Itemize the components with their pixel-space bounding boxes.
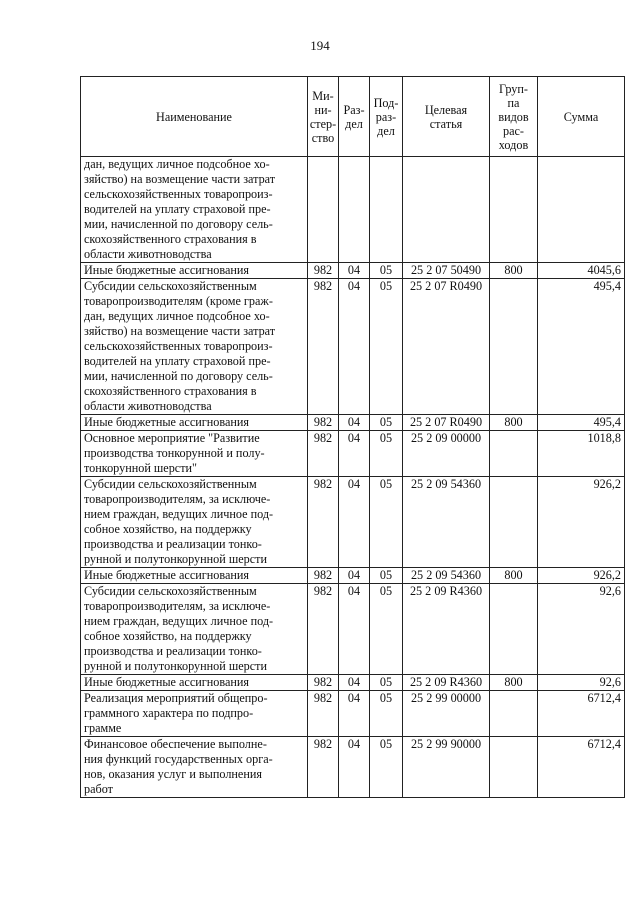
cell-target: 25 2 07 R0490 [403,279,490,415]
header-line: дел [377,123,395,138]
cell-subsection: 05 [370,691,403,737]
cell-section: 04 [339,477,370,568]
cell-section: 04 [339,691,370,737]
cell-target [403,157,490,263]
cell-ministry: 982 [308,279,339,415]
cell-name: Реализация мероприятий общепро- граммного характера по подпро- грамме [81,691,308,737]
header-target [403,77,490,157]
table-row [81,477,625,568]
header-line: Под- [373,95,399,110]
cell-subsection: 05 [370,279,403,415]
cell-subsection: 05 [370,584,403,675]
cell-amount: 495,4 [538,415,625,431]
cell-group [490,477,538,568]
cell-section: 04 [339,263,370,279]
header-line: ходов [498,137,529,152]
header-line: Груп- [499,81,528,96]
table-row [81,431,625,477]
cell-amount: 926,2 [538,568,625,584]
budget-table [80,76,625,798]
header-row [81,77,625,157]
header-line: стер- [309,116,337,131]
cell-ministry [308,157,339,263]
cell-name: Основное мероприятие "Развитие производства тонкорунной и полу- тонкорунной шерсти" [81,431,308,477]
cell-amount: 926,2 [538,477,625,568]
header-line: Раз- [343,102,365,117]
header-line: Целевая [424,102,468,117]
cell-target: 25 2 09 R4360 [403,584,490,675]
cell-group [490,157,538,263]
header-ministry [308,77,339,157]
cell-group: 800 [490,415,538,431]
cell-group [490,584,538,675]
cell-section [339,157,370,263]
header-line: видов [498,109,529,124]
header-line: ство [311,130,335,145]
header-group [490,77,538,157]
cell-subsection: 05 [370,263,403,279]
header-line: па [507,95,520,110]
cell-ministry: 982 [308,691,339,737]
cell-subsection: 05 [370,415,403,431]
header-line: ни- [314,102,332,117]
cell-name: Финансовое обеспечение выполне- ния функций государственных орга- нов, оказания услуг и выполнения работ [81,737,308,798]
cell-subsection: 05 [370,737,403,798]
cell-section: 04 [339,584,370,675]
cell-name: Иные бюджетные ассигнования [81,263,308,279]
page-number: 194 [310,38,330,53]
cell-subsection: 05 [370,477,403,568]
cell-target: 25 2 09 54360 [403,568,490,584]
cell-amount: 6712,4 [538,691,625,737]
cell-section: 04 [339,431,370,477]
cell-subsection: 05 [370,675,403,691]
cell-ministry: 982 [308,415,339,431]
header-line: рас- [503,123,524,138]
cell-target: 25 2 07 50490 [403,263,490,279]
cell-ministry: 982 [308,568,339,584]
cell-name: Иные бюджетные ассигнования [81,415,308,431]
cell-target: 25 2 99 00000 [403,691,490,737]
cell-name: Иные бюджетные ассигнования [81,675,308,691]
cell-amount: 92,6 [538,584,625,675]
cell-group: 800 [490,263,538,279]
table-row [81,691,625,737]
header-line: дел [345,116,363,131]
header-line: Ми- [312,88,334,103]
cell-section: 04 [339,737,370,798]
cell-group [490,737,538,798]
cell-target: 25 2 09 54360 [403,477,490,568]
cell-ministry: 982 [308,737,339,798]
cell-ministry: 982 [308,431,339,477]
cell-target: 25 2 07 R0490 [403,415,490,431]
cell-ministry: 982 [308,675,339,691]
cell-amount: 4045,6 [538,263,625,279]
header-name: Наименование [81,77,308,157]
cell-subsection: 05 [370,431,403,477]
cell-name: Субсидии сельскохозяйственным товаропроизводителям, за исключе- нием граждан, ведущих личное под- собное хозяйство, на поддержку производства и реализации тонко- рунной и полутонкорунной шерсти [81,477,308,568]
cell-subsection: 05 [370,568,403,584]
cell-target: 25 2 09 R4360 [403,675,490,691]
cell-group [490,431,538,477]
cell-name: Субсидии сельскохозяйственным товаропроизводителям (кроме граж- дан, ведущих личное подсобное хо- зяйство) на возмещение части затрат сельскохозяйственных товаропроиз- водителей на уплату страховой пре- мии, начисленной по договору сель- скохозяйственного страхования в области животноводства [81,279,308,415]
cell-name: Субсидии сельскохозяйственным товаропроизводителям, за исключе- нием граждан, ведущих личное под- собное хозяйство, на поддержку производства и реализации тонко- рунной и полутонкорунной шерсти [81,584,308,675]
header-subsection [370,77,403,157]
cell-name: дан, ведущих личное подсобное хо- зяйство) на возмещение части затрат сельскохозяйственных товаропроиз- водителей на уплату страховой пре- мии, начисленной по договору сель- скохозяйственного страхования в области животноводства [81,157,308,263]
table-row [81,568,625,584]
cell-ministry: 982 [308,477,339,568]
cell-group [490,691,538,737]
cell-amount: 6712,4 [538,737,625,798]
table-row [81,737,625,798]
cell-target: 25 2 09 00000 [403,431,490,477]
cell-group: 800 [490,568,538,584]
cell-name: Иные бюджетные ассигнования [81,568,308,584]
cell-section: 04 [339,568,370,584]
table-row [81,415,625,431]
table-row [81,263,625,279]
cell-amount: 495,4 [538,279,625,415]
cell-group: 800 [490,675,538,691]
cell-ministry: 982 [308,263,339,279]
cell-amount: 92,6 [538,675,625,691]
header-line: раз- [375,109,397,124]
header-line: статья [429,116,463,131]
cell-target: 25 2 99 90000 [403,737,490,798]
cell-subsection [370,157,403,263]
cell-amount [538,157,625,263]
cell-section: 04 [339,675,370,691]
cell-section: 04 [339,279,370,415]
header-amount: Сумма [538,77,625,157]
table-row [81,584,625,675]
table-row [81,675,625,691]
table-row [81,157,625,263]
cell-group [490,279,538,415]
table-row [81,279,625,415]
header-section [339,77,370,157]
cell-section: 04 [339,415,370,431]
cell-ministry: 982 [308,584,339,675]
cell-amount: 1018,8 [538,431,625,477]
